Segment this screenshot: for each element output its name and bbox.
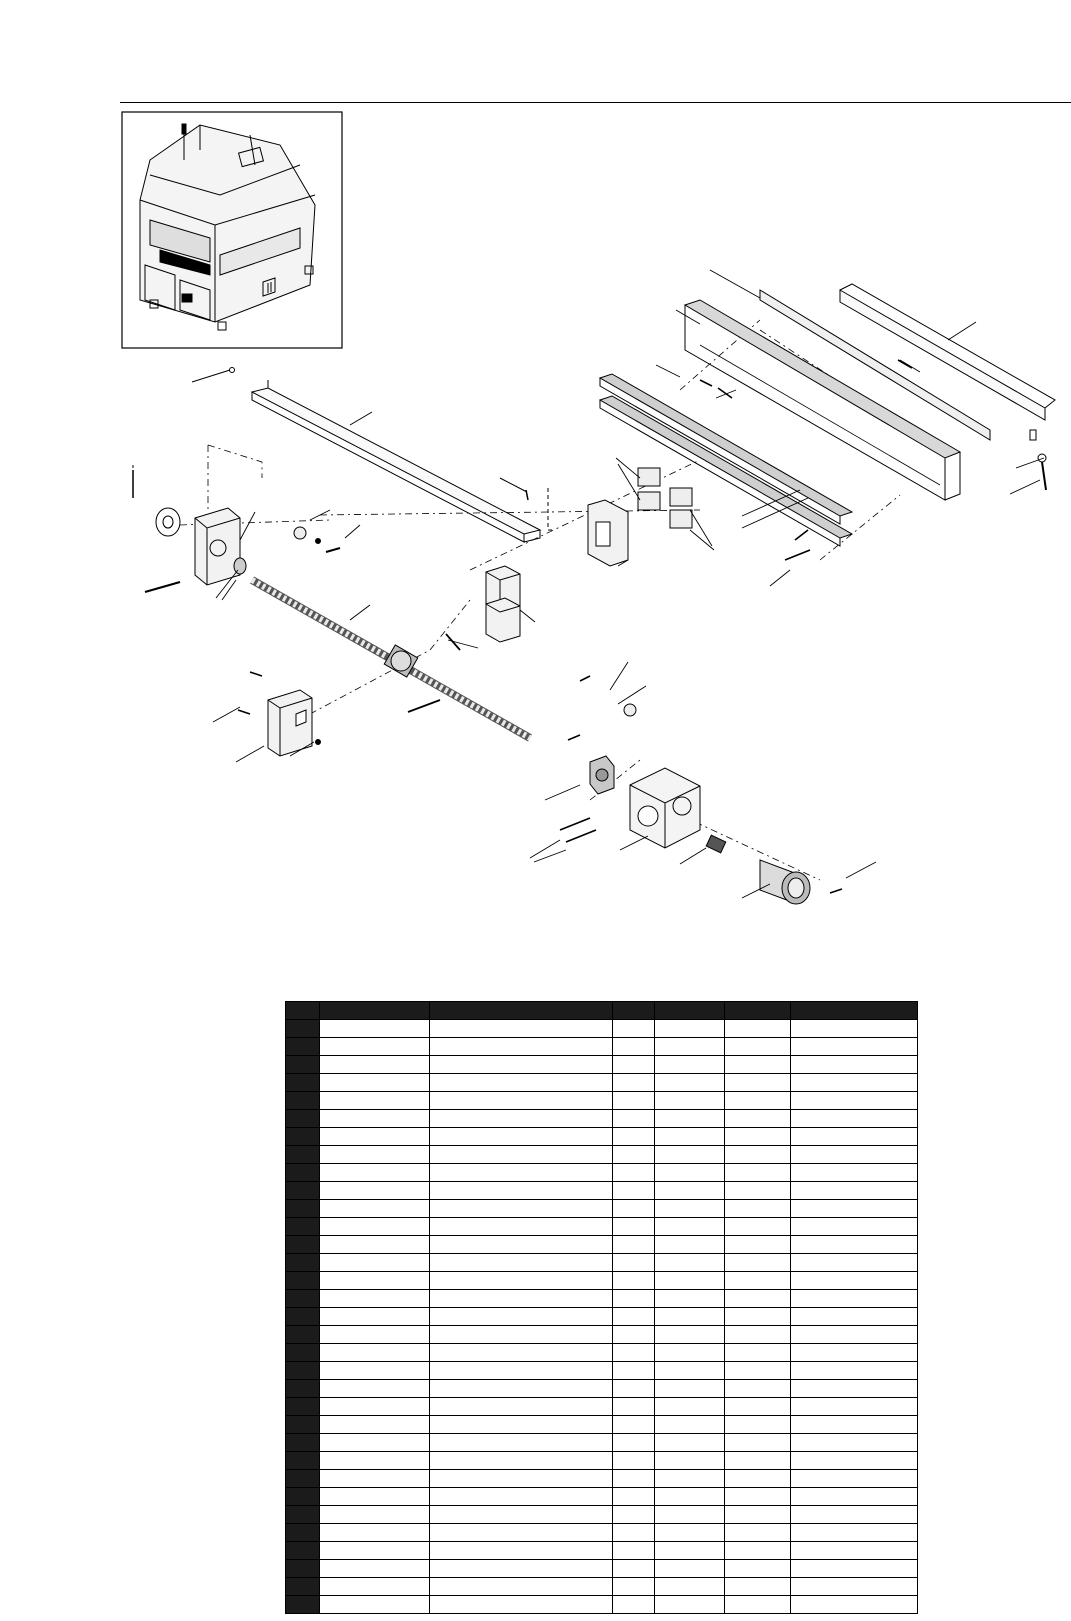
table-cell bbox=[320, 1146, 430, 1164]
table-cell bbox=[725, 1308, 791, 1326]
table-cell bbox=[286, 1236, 320, 1254]
table-cell bbox=[320, 1254, 430, 1272]
table-cell bbox=[655, 1434, 725, 1452]
table-row bbox=[286, 1218, 918, 1236]
table-cell bbox=[286, 1506, 320, 1524]
table-cell bbox=[613, 1146, 655, 1164]
table-row bbox=[286, 1524, 918, 1542]
table-cell bbox=[655, 1452, 725, 1470]
main-frame-beam bbox=[685, 284, 1055, 500]
table-cell bbox=[286, 1578, 320, 1596]
table-cell bbox=[286, 1182, 320, 1200]
table-cell bbox=[655, 1146, 725, 1164]
table-cell bbox=[791, 1110, 918, 1128]
table-cell bbox=[791, 1290, 918, 1308]
table-row bbox=[286, 1290, 918, 1308]
table-cell bbox=[655, 1326, 725, 1344]
table-cell bbox=[655, 1596, 725, 1614]
table-cell bbox=[725, 1470, 791, 1488]
table-cell bbox=[320, 1398, 430, 1416]
table-cell bbox=[655, 1578, 725, 1596]
table-cell bbox=[791, 1596, 918, 1614]
table-cell bbox=[613, 1110, 655, 1128]
table-cell bbox=[791, 1326, 918, 1344]
table-cell bbox=[430, 1542, 613, 1560]
table-cell bbox=[613, 1362, 655, 1380]
table-cell bbox=[655, 1038, 725, 1056]
table-cell bbox=[725, 1056, 791, 1074]
table-cell bbox=[430, 1596, 613, 1614]
table-cell bbox=[430, 1236, 613, 1254]
table-row bbox=[286, 1362, 918, 1380]
table-cell bbox=[725, 1578, 791, 1596]
table-cell bbox=[791, 1164, 918, 1182]
table-row bbox=[286, 1578, 918, 1596]
table-cell bbox=[725, 1362, 791, 1380]
table-cell bbox=[430, 1146, 613, 1164]
table-cell bbox=[655, 1416, 725, 1434]
table-cell bbox=[613, 1038, 655, 1056]
table-cell bbox=[613, 1308, 655, 1326]
table-cell bbox=[320, 1182, 430, 1200]
table-cell bbox=[725, 1326, 791, 1344]
table-cell bbox=[286, 1398, 320, 1416]
table-cell bbox=[791, 1074, 918, 1092]
table-cell bbox=[791, 1434, 918, 1452]
table-row bbox=[286, 1092, 918, 1110]
parts-table-column-header bbox=[725, 1002, 791, 1020]
parts-table-column-header bbox=[320, 1002, 430, 1020]
table-row bbox=[286, 1110, 918, 1128]
table-cell bbox=[655, 1110, 725, 1128]
table-cell bbox=[791, 1254, 918, 1272]
table-cell bbox=[725, 1272, 791, 1290]
table-cell bbox=[791, 1056, 918, 1074]
table-cell bbox=[320, 1038, 430, 1056]
table-cell bbox=[286, 1272, 320, 1290]
table-cell bbox=[286, 1380, 320, 1398]
table-cell bbox=[655, 1056, 725, 1074]
table-cell bbox=[320, 1344, 430, 1362]
table-cell bbox=[430, 1560, 613, 1578]
table-row bbox=[286, 1326, 918, 1344]
left-lower-mount-plate bbox=[238, 672, 321, 756]
table-cell bbox=[655, 1398, 725, 1416]
table-cell bbox=[286, 1110, 320, 1128]
table-row bbox=[286, 1398, 918, 1416]
table-cell bbox=[613, 1074, 655, 1092]
table-cell bbox=[791, 1560, 918, 1578]
table-row bbox=[286, 1344, 918, 1362]
table-row bbox=[286, 1452, 918, 1470]
table-cell bbox=[791, 1398, 918, 1416]
table-cell bbox=[613, 1164, 655, 1182]
table-cell bbox=[725, 1110, 791, 1128]
table-cell bbox=[791, 1452, 918, 1470]
table-cell bbox=[286, 1308, 320, 1326]
table-cell bbox=[320, 1488, 430, 1506]
table-cell bbox=[320, 1524, 430, 1542]
parts-table-body bbox=[286, 1020, 918, 1614]
table-cell bbox=[430, 1254, 613, 1272]
table-cell bbox=[286, 1056, 320, 1074]
table-cell bbox=[655, 1560, 725, 1578]
table-cell bbox=[791, 1218, 918, 1236]
table-cell bbox=[430, 1344, 613, 1362]
table-cell bbox=[655, 1164, 725, 1182]
table-row bbox=[286, 1542, 918, 1560]
table-cell bbox=[791, 1488, 918, 1506]
table-cell bbox=[320, 1092, 430, 1110]
table-cell bbox=[286, 1344, 320, 1362]
table-cell bbox=[613, 1020, 655, 1038]
table-cell bbox=[613, 1236, 655, 1254]
table-row bbox=[286, 1074, 918, 1092]
table-cell bbox=[791, 1506, 918, 1524]
table-cell bbox=[725, 1236, 791, 1254]
table-cell bbox=[613, 1542, 655, 1560]
table-cell bbox=[791, 1020, 918, 1038]
table-cell bbox=[655, 1470, 725, 1488]
table-cell bbox=[430, 1578, 613, 1596]
table-cell bbox=[286, 1416, 320, 1434]
table-cell bbox=[791, 1236, 918, 1254]
table-cell bbox=[286, 1038, 320, 1056]
table-cell bbox=[613, 1398, 655, 1416]
table-cell bbox=[791, 1578, 918, 1596]
table-cell bbox=[791, 1182, 918, 1200]
table-cell bbox=[320, 1164, 430, 1182]
table-row bbox=[286, 1416, 918, 1434]
table-cell bbox=[655, 1254, 725, 1272]
table-cell bbox=[286, 1074, 320, 1092]
table-row bbox=[286, 1488, 918, 1506]
table-cell bbox=[791, 1380, 918, 1398]
table-cell bbox=[286, 1254, 320, 1272]
table-cell bbox=[286, 1128, 320, 1146]
upper-cover-rail bbox=[192, 368, 552, 543]
table-cell bbox=[286, 1146, 320, 1164]
table-row bbox=[286, 1596, 918, 1614]
table-row bbox=[286, 1254, 918, 1272]
table-cell bbox=[286, 1326, 320, 1344]
table-cell bbox=[320, 1380, 430, 1398]
table-cell bbox=[430, 1128, 613, 1146]
table-cell bbox=[725, 1434, 791, 1452]
table-cell bbox=[286, 1452, 320, 1470]
table-cell bbox=[725, 1254, 791, 1272]
table-row bbox=[286, 1506, 918, 1524]
table-cell bbox=[613, 1128, 655, 1146]
table-cell bbox=[430, 1074, 613, 1092]
table-row bbox=[286, 1128, 918, 1146]
table-cell bbox=[286, 1164, 320, 1182]
table-cell bbox=[613, 1272, 655, 1290]
table-cell bbox=[725, 1200, 791, 1218]
table-cell bbox=[725, 1524, 791, 1542]
table-cell bbox=[430, 1038, 613, 1056]
table-cell bbox=[655, 1308, 725, 1326]
table-cell bbox=[320, 1434, 430, 1452]
table-cell bbox=[430, 1020, 613, 1038]
table-cell bbox=[430, 1308, 613, 1326]
table-cell bbox=[430, 1200, 613, 1218]
table-cell bbox=[320, 1218, 430, 1236]
table-cell bbox=[613, 1470, 655, 1488]
table-cell bbox=[655, 1092, 725, 1110]
table-cell bbox=[725, 1542, 791, 1560]
table-cell bbox=[725, 1416, 791, 1434]
machine-overview-inset bbox=[122, 112, 342, 348]
table-cell bbox=[286, 1560, 320, 1578]
table-cell bbox=[613, 1326, 655, 1344]
linear-guide-rails bbox=[600, 374, 852, 560]
table-cell bbox=[613, 1380, 655, 1398]
table-cell bbox=[791, 1344, 918, 1362]
table-cell bbox=[655, 1362, 725, 1380]
table-row bbox=[286, 1020, 918, 1038]
table-cell bbox=[725, 1344, 791, 1362]
table-cell bbox=[791, 1362, 918, 1380]
table-cell bbox=[655, 1524, 725, 1542]
table-cell bbox=[430, 1416, 613, 1434]
table-cell bbox=[791, 1470, 918, 1488]
table-cell bbox=[320, 1542, 430, 1560]
table-cell bbox=[320, 1560, 430, 1578]
parts-list-table bbox=[285, 1001, 918, 1614]
table-cell bbox=[430, 1470, 613, 1488]
table-cell bbox=[613, 1200, 655, 1218]
table-row bbox=[286, 1434, 918, 1452]
table-row bbox=[286, 1308, 918, 1326]
table-cell bbox=[320, 1020, 430, 1038]
table-row bbox=[286, 1200, 918, 1218]
parts-table-column-header bbox=[286, 1002, 320, 1020]
right-end-drive-assembly bbox=[560, 676, 842, 904]
table-cell bbox=[655, 1506, 725, 1524]
parts-table-column-header bbox=[791, 1002, 918, 1020]
table-cell bbox=[655, 1128, 725, 1146]
table-cell bbox=[430, 1380, 613, 1398]
table-cell bbox=[430, 1272, 613, 1290]
table-cell bbox=[655, 1074, 725, 1092]
table-cell bbox=[430, 1398, 613, 1416]
table-row bbox=[286, 1272, 918, 1290]
table-cell bbox=[725, 1092, 791, 1110]
table-cell bbox=[430, 1056, 613, 1074]
table-cell bbox=[725, 1506, 791, 1524]
table-cell bbox=[430, 1488, 613, 1506]
table-cell bbox=[725, 1560, 791, 1578]
table-cell bbox=[725, 1128, 791, 1146]
table-cell bbox=[286, 1470, 320, 1488]
table-cell bbox=[320, 1272, 430, 1290]
table-cell bbox=[725, 1380, 791, 1398]
parts-table-header bbox=[286, 1002, 918, 1020]
table-cell bbox=[430, 1218, 613, 1236]
table-cell bbox=[613, 1560, 655, 1578]
table-cell bbox=[320, 1452, 430, 1470]
table-cell bbox=[655, 1290, 725, 1308]
table-row bbox=[286, 1038, 918, 1056]
table-cell bbox=[655, 1020, 725, 1038]
table-cell bbox=[430, 1524, 613, 1542]
table-cell bbox=[286, 1542, 320, 1560]
table-cell bbox=[613, 1182, 655, 1200]
table-cell bbox=[430, 1326, 613, 1344]
table-cell bbox=[725, 1146, 791, 1164]
table-cell bbox=[320, 1128, 430, 1146]
table-cell bbox=[286, 1200, 320, 1218]
table-cell bbox=[286, 1596, 320, 1614]
table-cell bbox=[655, 1344, 725, 1362]
table-cell bbox=[320, 1362, 430, 1380]
table-cell bbox=[320, 1470, 430, 1488]
table-cell bbox=[320, 1578, 430, 1596]
parts-table-column-header bbox=[655, 1002, 725, 1020]
table-cell bbox=[725, 1452, 791, 1470]
table-cell bbox=[430, 1506, 613, 1524]
table-cell bbox=[430, 1182, 613, 1200]
table-cell bbox=[320, 1506, 430, 1524]
table-cell bbox=[613, 1416, 655, 1434]
table-cell bbox=[613, 1254, 655, 1272]
table-cell bbox=[791, 1542, 918, 1560]
table-cell bbox=[613, 1452, 655, 1470]
table-cell bbox=[791, 1146, 918, 1164]
table-cell bbox=[791, 1200, 918, 1218]
table-cell bbox=[320, 1290, 430, 1308]
table-cell bbox=[286, 1218, 320, 1236]
table-cell bbox=[613, 1524, 655, 1542]
table-cell bbox=[791, 1128, 918, 1146]
table-cell bbox=[430, 1110, 613, 1128]
table-cell bbox=[655, 1236, 725, 1254]
table-cell bbox=[655, 1380, 725, 1398]
table-cell bbox=[430, 1434, 613, 1452]
table-cell bbox=[791, 1416, 918, 1434]
table-cell bbox=[320, 1596, 430, 1614]
table-cell bbox=[286, 1290, 320, 1308]
table-cell bbox=[613, 1506, 655, 1524]
table-cell bbox=[791, 1092, 918, 1110]
table-cell bbox=[613, 1344, 655, 1362]
table-cell bbox=[791, 1524, 918, 1542]
table-row bbox=[286, 1164, 918, 1182]
table-cell bbox=[286, 1434, 320, 1452]
table-cell bbox=[430, 1452, 613, 1470]
parts-table-column-header bbox=[430, 1002, 613, 1020]
table-cell bbox=[320, 1200, 430, 1218]
table-cell bbox=[725, 1074, 791, 1092]
table-cell bbox=[725, 1218, 791, 1236]
table-cell bbox=[725, 1290, 791, 1308]
table-cell bbox=[791, 1308, 918, 1326]
table-row bbox=[286, 1146, 918, 1164]
table-cell bbox=[430, 1290, 613, 1308]
table-cell bbox=[320, 1326, 430, 1344]
table-cell bbox=[655, 1272, 725, 1290]
table-cell bbox=[613, 1218, 655, 1236]
table-row bbox=[286, 1380, 918, 1398]
table-cell bbox=[320, 1056, 430, 1074]
table-cell bbox=[320, 1308, 430, 1326]
table-cell bbox=[613, 1056, 655, 1074]
table-cell bbox=[725, 1038, 791, 1056]
table-cell bbox=[286, 1362, 320, 1380]
table-row bbox=[286, 1056, 918, 1074]
table-cell bbox=[725, 1164, 791, 1182]
table-row bbox=[286, 1560, 918, 1578]
table-cell bbox=[430, 1092, 613, 1110]
table-cell bbox=[613, 1488, 655, 1506]
table-cell bbox=[430, 1164, 613, 1182]
table-cell bbox=[286, 1092, 320, 1110]
table-cell bbox=[725, 1182, 791, 1200]
table-cell bbox=[725, 1020, 791, 1038]
table-cell bbox=[655, 1218, 725, 1236]
table-cell bbox=[613, 1092, 655, 1110]
table-cell bbox=[613, 1434, 655, 1452]
table-cell bbox=[791, 1272, 918, 1290]
parts-table-column-header bbox=[613, 1002, 655, 1020]
table-cell bbox=[725, 1398, 791, 1416]
table-cell bbox=[655, 1182, 725, 1200]
table-row bbox=[286, 1182, 918, 1200]
table-cell bbox=[613, 1578, 655, 1596]
table-cell bbox=[286, 1020, 320, 1038]
table-cell bbox=[655, 1542, 725, 1560]
left-end-bearing-assembly bbox=[133, 465, 340, 592]
table-cell bbox=[286, 1488, 320, 1506]
table-cell bbox=[430, 1362, 613, 1380]
table-cell bbox=[320, 1236, 430, 1254]
callout-leader-lines bbox=[213, 270, 1044, 898]
table-row bbox=[286, 1236, 918, 1254]
table-cell bbox=[791, 1038, 918, 1056]
table-cell bbox=[320, 1074, 430, 1092]
table-cell bbox=[613, 1290, 655, 1308]
table-cell bbox=[613, 1596, 655, 1614]
table-cell bbox=[725, 1596, 791, 1614]
table-cell bbox=[655, 1200, 725, 1218]
table-cell bbox=[725, 1488, 791, 1506]
table-cell bbox=[655, 1488, 725, 1506]
table-cell bbox=[320, 1416, 430, 1434]
table-cell bbox=[320, 1110, 430, 1128]
table-cell bbox=[286, 1524, 320, 1542]
table-row bbox=[286, 1470, 918, 1488]
